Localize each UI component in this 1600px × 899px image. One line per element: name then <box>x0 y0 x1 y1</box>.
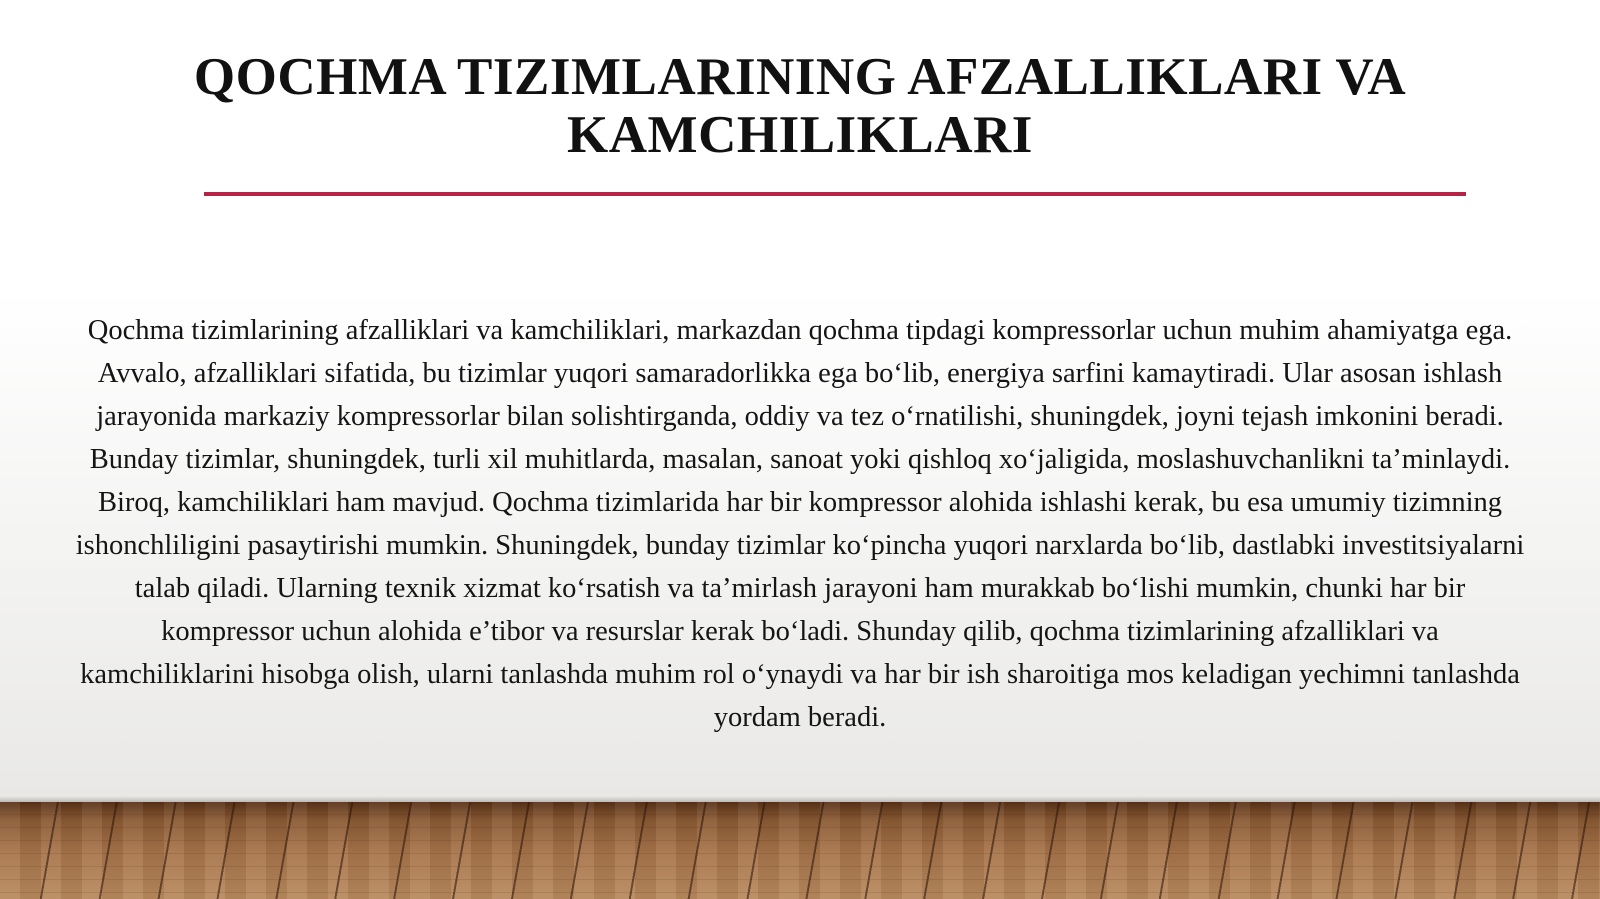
title-underline <box>204 192 1466 196</box>
slide-title: QOCHMA TIZIMLARINING AFZALLIKLARI VA KAMCHILIKLARI <box>193 48 1407 164</box>
slide-body-text: Qochma tizimlarining afzalliklari va kamchiliklari, markazdan qochma tipdagi kompressorlar uchun muhim ahamiyatga ega. Avvalo, afzalliklari sifatida, bu tizimlar yuqori samaradorlikka ega bo‘lib, energiya sarfini kamaytiradi. Ular asosan ishlash jarayonida markaziy kompressorlar bilan solishtirganda, oddiy va tez o‘rnatilishi, shuningdek, joyni tejash imkonini beradi. Bunday tizimlar, shuningdek, turli xil muhitlarda, masalan, sanoat yoki qishloq xo‘jaligida, moslashuvchanlikni ta’minlaydi. Biroq, kamchiliklari ham mavjud. Qochma tizimlarida har bir kompressor alohida ishlashi kerak, bu esa umumiy tizimning ishonchliligini pasaytirishi mumkin. Shuningdek, bunday tizimlar ko‘pincha yuqori narxlarda bo‘lib, dastlabki investitsiyalarni talab qiladi. Ularning texnik xizmat ko‘rsatish va ta’mirlash jarayoni ham murakkab bo‘lishi mumkin, chunki har bir kompressor uchun alohida e’tibor va resurslar kerak bo‘ladi. Shunday qilib, qochma tizimlarining afzalliklari va kamchiliklarini hisobga olish, ularni tanlashda muhim rol o‘ynaydi va har bir ish sharoitiga mos keladigan yechimni tanlashda yordam beradi. <box>75 315 1525 733</box>
wood-grain-overlay <box>0 802 1600 899</box>
